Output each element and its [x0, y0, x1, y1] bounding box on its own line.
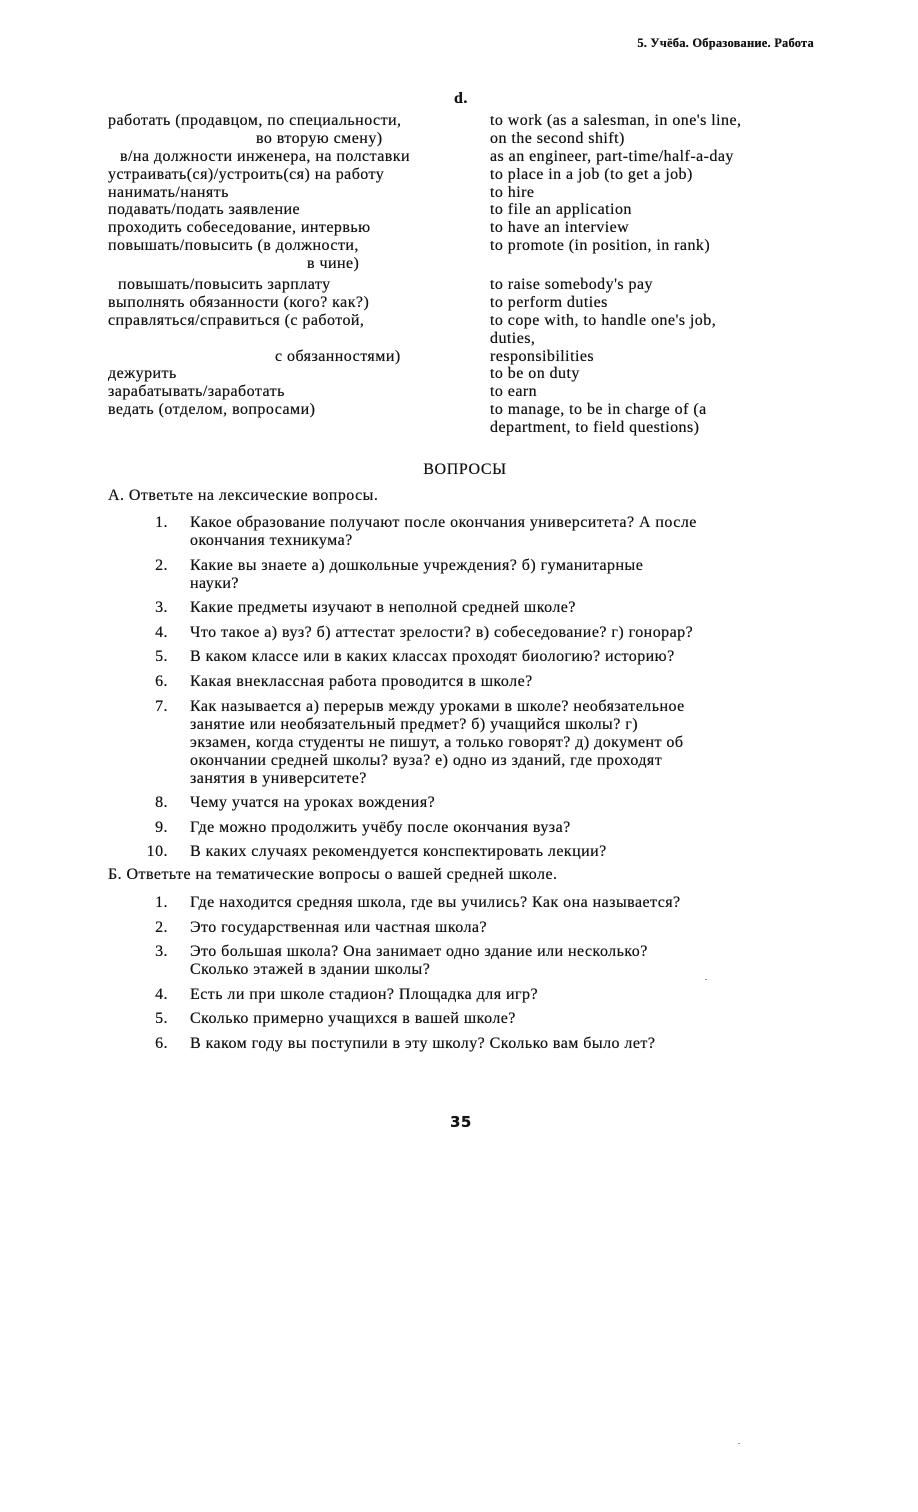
english-translation — [490, 383, 820, 401]
questions-title: ВОПРОСЫ — [423, 461, 507, 478]
vocab-row — [108, 237, 820, 273]
english-translation — [490, 401, 820, 437]
text-line: проходить собеседование, интервью — [108, 219, 371, 237]
russian-term — [108, 166, 490, 184]
question-item — [140, 1035, 830, 1053]
question-number: 7. — [155, 697, 168, 715]
russian-term — [108, 219, 490, 237]
text-line: to have an interview — [490, 219, 630, 237]
text-line: to place in a job (to get a job) — [490, 165, 693, 183]
part-b-heading: Б. Ответьте на тематические вопросы о вашей средней школе. — [108, 866, 558, 883]
question-text — [190, 557, 830, 593]
question-number: 4. — [155, 623, 168, 641]
text-line: duties, — [490, 329, 536, 347]
text-line: Сколько примерно учащихся в вашей школе? — [190, 1010, 516, 1028]
text-line: В каком году вы поступили в эту школу? Сколько вам было лет? — [190, 1034, 656, 1052]
text-line: Какая внеклассная работа проводится в школе? — [190, 672, 533, 690]
question-number: 8. — [155, 794, 168, 812]
question-number: 1. — [155, 894, 168, 911]
text-line: Чему учатся на уроках вождения? — [190, 794, 436, 812]
part-b-questions — [140, 894, 830, 1060]
question-item — [140, 624, 830, 642]
question-item — [140, 698, 830, 788]
text-line: to raise somebody's pay — [490, 276, 653, 294]
text-line: окончании средней школы? вуза? е) одно из зданий, где проходят — [190, 751, 663, 769]
russian-term — [108, 201, 490, 219]
text-line: Как называется а) перерыв между уроками в школе? необязательное — [190, 697, 685, 715]
text-line: в чине) — [307, 255, 360, 273]
text-line: занятия в университете? — [190, 769, 367, 787]
text-line: занятие или необязательный предмет? б) учащийся школы? г) — [190, 715, 639, 733]
running-head: 5. Учёба. Образование. Работа — [637, 36, 814, 50]
russian-term — [108, 294, 490, 312]
question-text — [190, 648, 830, 666]
vocab-row — [108, 201, 820, 219]
text-line: department, to field questions) — [490, 419, 700, 437]
scan-speck — [705, 979, 707, 980]
text-line — [108, 330, 490, 348]
question-item — [140, 943, 830, 979]
section-letter: d. — [454, 90, 468, 107]
english-translation — [490, 112, 820, 148]
text-line: Что такое а) вуз? б) аттестат зрелости? в) собеседование? г) гонорар? — [190, 623, 694, 641]
page-number: 35 — [450, 1113, 472, 1131]
text-line: справляться/справиться (с работой, — [108, 311, 365, 329]
text-line: с обязанностями) — [275, 347, 401, 365]
question-number: 2. — [155, 918, 168, 936]
text-line: устраивать(ся)/устроить(ся) на работу — [108, 165, 385, 183]
text-line: Где можно продолжить учёбу после окончания вуза? — [190, 818, 571, 836]
russian-term — [108, 276, 490, 294]
question-text — [190, 919, 830, 937]
question-item — [140, 919, 830, 937]
text-line — [108, 419, 490, 437]
question-text — [190, 819, 830, 837]
text-line: В каких случаях рекомендуется конспектировать лекции? — [190, 843, 607, 861]
part-a-questions — [140, 514, 830, 868]
text-line: науки? — [190, 574, 239, 592]
text-line: Какие предметы изучают в неполной средней школе? — [190, 599, 576, 617]
vocab-row — [108, 112, 820, 148]
question-item — [140, 794, 830, 812]
text-line: Какие вы знаете а) дошкольные учреждения? б) гуманитарные — [190, 556, 644, 574]
text-line: Сколько этажей в здании школы? — [190, 961, 431, 979]
text-line: Где находится средняя школа, где вы учились? Как она называется? — [190, 894, 681, 911]
text-line: to hire — [490, 183, 535, 201]
vocab-row — [108, 383, 820, 401]
english-translation — [490, 166, 820, 184]
question-number: 5. — [155, 1010, 168, 1028]
vocabulary-table — [108, 112, 820, 437]
english-translation — [490, 184, 820, 202]
question-number: 5. — [155, 648, 168, 666]
text-line: to manage, to be in charge of (a — [490, 401, 707, 419]
russian-term — [108, 312, 490, 366]
question-number: 6. — [155, 1034, 168, 1052]
english-translation — [490, 201, 820, 219]
vocab-row — [108, 166, 820, 184]
question-text — [190, 673, 830, 691]
russian-term — [108, 112, 490, 148]
text-line: Какое образование получают после окончания университета? А после — [190, 514, 697, 531]
text-line: to promote (in position, in rank) — [490, 237, 711, 255]
question-number: 4. — [155, 985, 168, 1003]
text-line: во вторую смену) — [256, 129, 383, 147]
question-item — [140, 894, 830, 912]
question-text — [190, 599, 830, 617]
question-item — [140, 819, 830, 837]
text-line — [490, 255, 820, 273]
text-line: работать (продавцом, по специальности, — [108, 112, 402, 129]
russian-term — [108, 383, 490, 401]
question-text — [190, 894, 830, 912]
english-translation — [490, 312, 820, 366]
question-item — [140, 986, 830, 1004]
question-item — [140, 843, 830, 861]
russian-term — [108, 148, 490, 166]
text-line: в/на должности инженера, на полставки — [120, 147, 411, 165]
question-number: 2. — [155, 556, 168, 574]
russian-term — [108, 365, 490, 383]
text-line: В каком классе или в каких классах проходят биологию? историю? — [190, 648, 675, 666]
text-line: нанимать/нанять — [108, 183, 229, 201]
vocab-row — [108, 365, 820, 383]
question-text — [190, 1010, 830, 1028]
text-line: to perform duties — [490, 293, 608, 311]
text-line: Это государственная или частная школа? — [190, 918, 488, 936]
question-number: 3. — [155, 943, 168, 961]
text-line: as an engineer, part-time/half-a-day — [490, 147, 734, 165]
part-a-heading: А. Ответьте на лексические вопросы. — [108, 487, 379, 504]
vocab-row — [108, 294, 820, 312]
text-line: ведать (отделом, вопросами) — [108, 401, 316, 419]
english-translation — [490, 219, 820, 237]
text-line: экзамен, когда студенты не пишут, а только говорят? д) документ об — [190, 733, 684, 751]
question-number: 6. — [155, 672, 168, 690]
question-number: 10. — [146, 843, 168, 861]
text-line: to earn — [490, 383, 538, 401]
vocab-row — [108, 401, 820, 437]
question-text — [190, 843, 830, 861]
question-number: 3. — [155, 599, 168, 617]
question-text — [190, 943, 830, 979]
question-item — [140, 557, 830, 593]
text-line: Есть ли при школе стадион? Площадка для игр? — [190, 985, 538, 1003]
vocab-row — [108, 276, 820, 294]
text-line: повышать/повысить (в должности, — [108, 237, 359, 255]
question-text — [190, 698, 830, 788]
vocab-row — [108, 148, 820, 166]
text-line: to cope with, to handle one's job, — [490, 311, 717, 329]
english-translation — [490, 148, 820, 166]
question-item — [140, 599, 830, 617]
english-translation — [490, 237, 820, 273]
text-line: дежурить — [108, 365, 177, 383]
question-item — [140, 514, 830, 550]
russian-term — [108, 184, 490, 202]
text-line: responsibilities — [490, 347, 595, 365]
text-line: выполнять обязанности (кого? как?) — [108, 293, 370, 311]
question-number: 9. — [155, 818, 168, 836]
question-text — [190, 986, 830, 1004]
russian-term — [108, 237, 490, 273]
text-line: on the second shift) — [490, 129, 625, 147]
vocab-row — [108, 184, 820, 202]
english-translation — [490, 365, 820, 383]
text-line: повышать/повысить зарплату — [118, 276, 331, 294]
question-number: 1. — [155, 514, 168, 531]
russian-term — [108, 401, 490, 437]
text-line: подавать/подать заявление — [108, 201, 301, 219]
question-item — [140, 673, 830, 691]
english-translation — [490, 276, 820, 294]
text-line: to file an application — [490, 201, 632, 219]
question-text — [190, 624, 830, 642]
question-text — [190, 1035, 830, 1053]
vocab-row — [108, 312, 820, 366]
text-line: to be on duty — [490, 365, 580, 383]
question-item — [140, 1010, 830, 1028]
question-item — [140, 648, 830, 666]
text-line: Это большая школа? Она занимает одно здание или несколько? — [190, 943, 648, 961]
vocab-row — [108, 219, 820, 237]
text-line: зарабатывать/заработать — [108, 383, 285, 401]
scan-speck — [738, 1443, 740, 1444]
english-translation — [490, 294, 820, 312]
question-text — [190, 794, 830, 812]
text-line: to work (as a salesman, in one's line, — [490, 112, 742, 129]
text-line: окончания техникума? — [190, 532, 353, 549]
question-text — [190, 514, 830, 550]
